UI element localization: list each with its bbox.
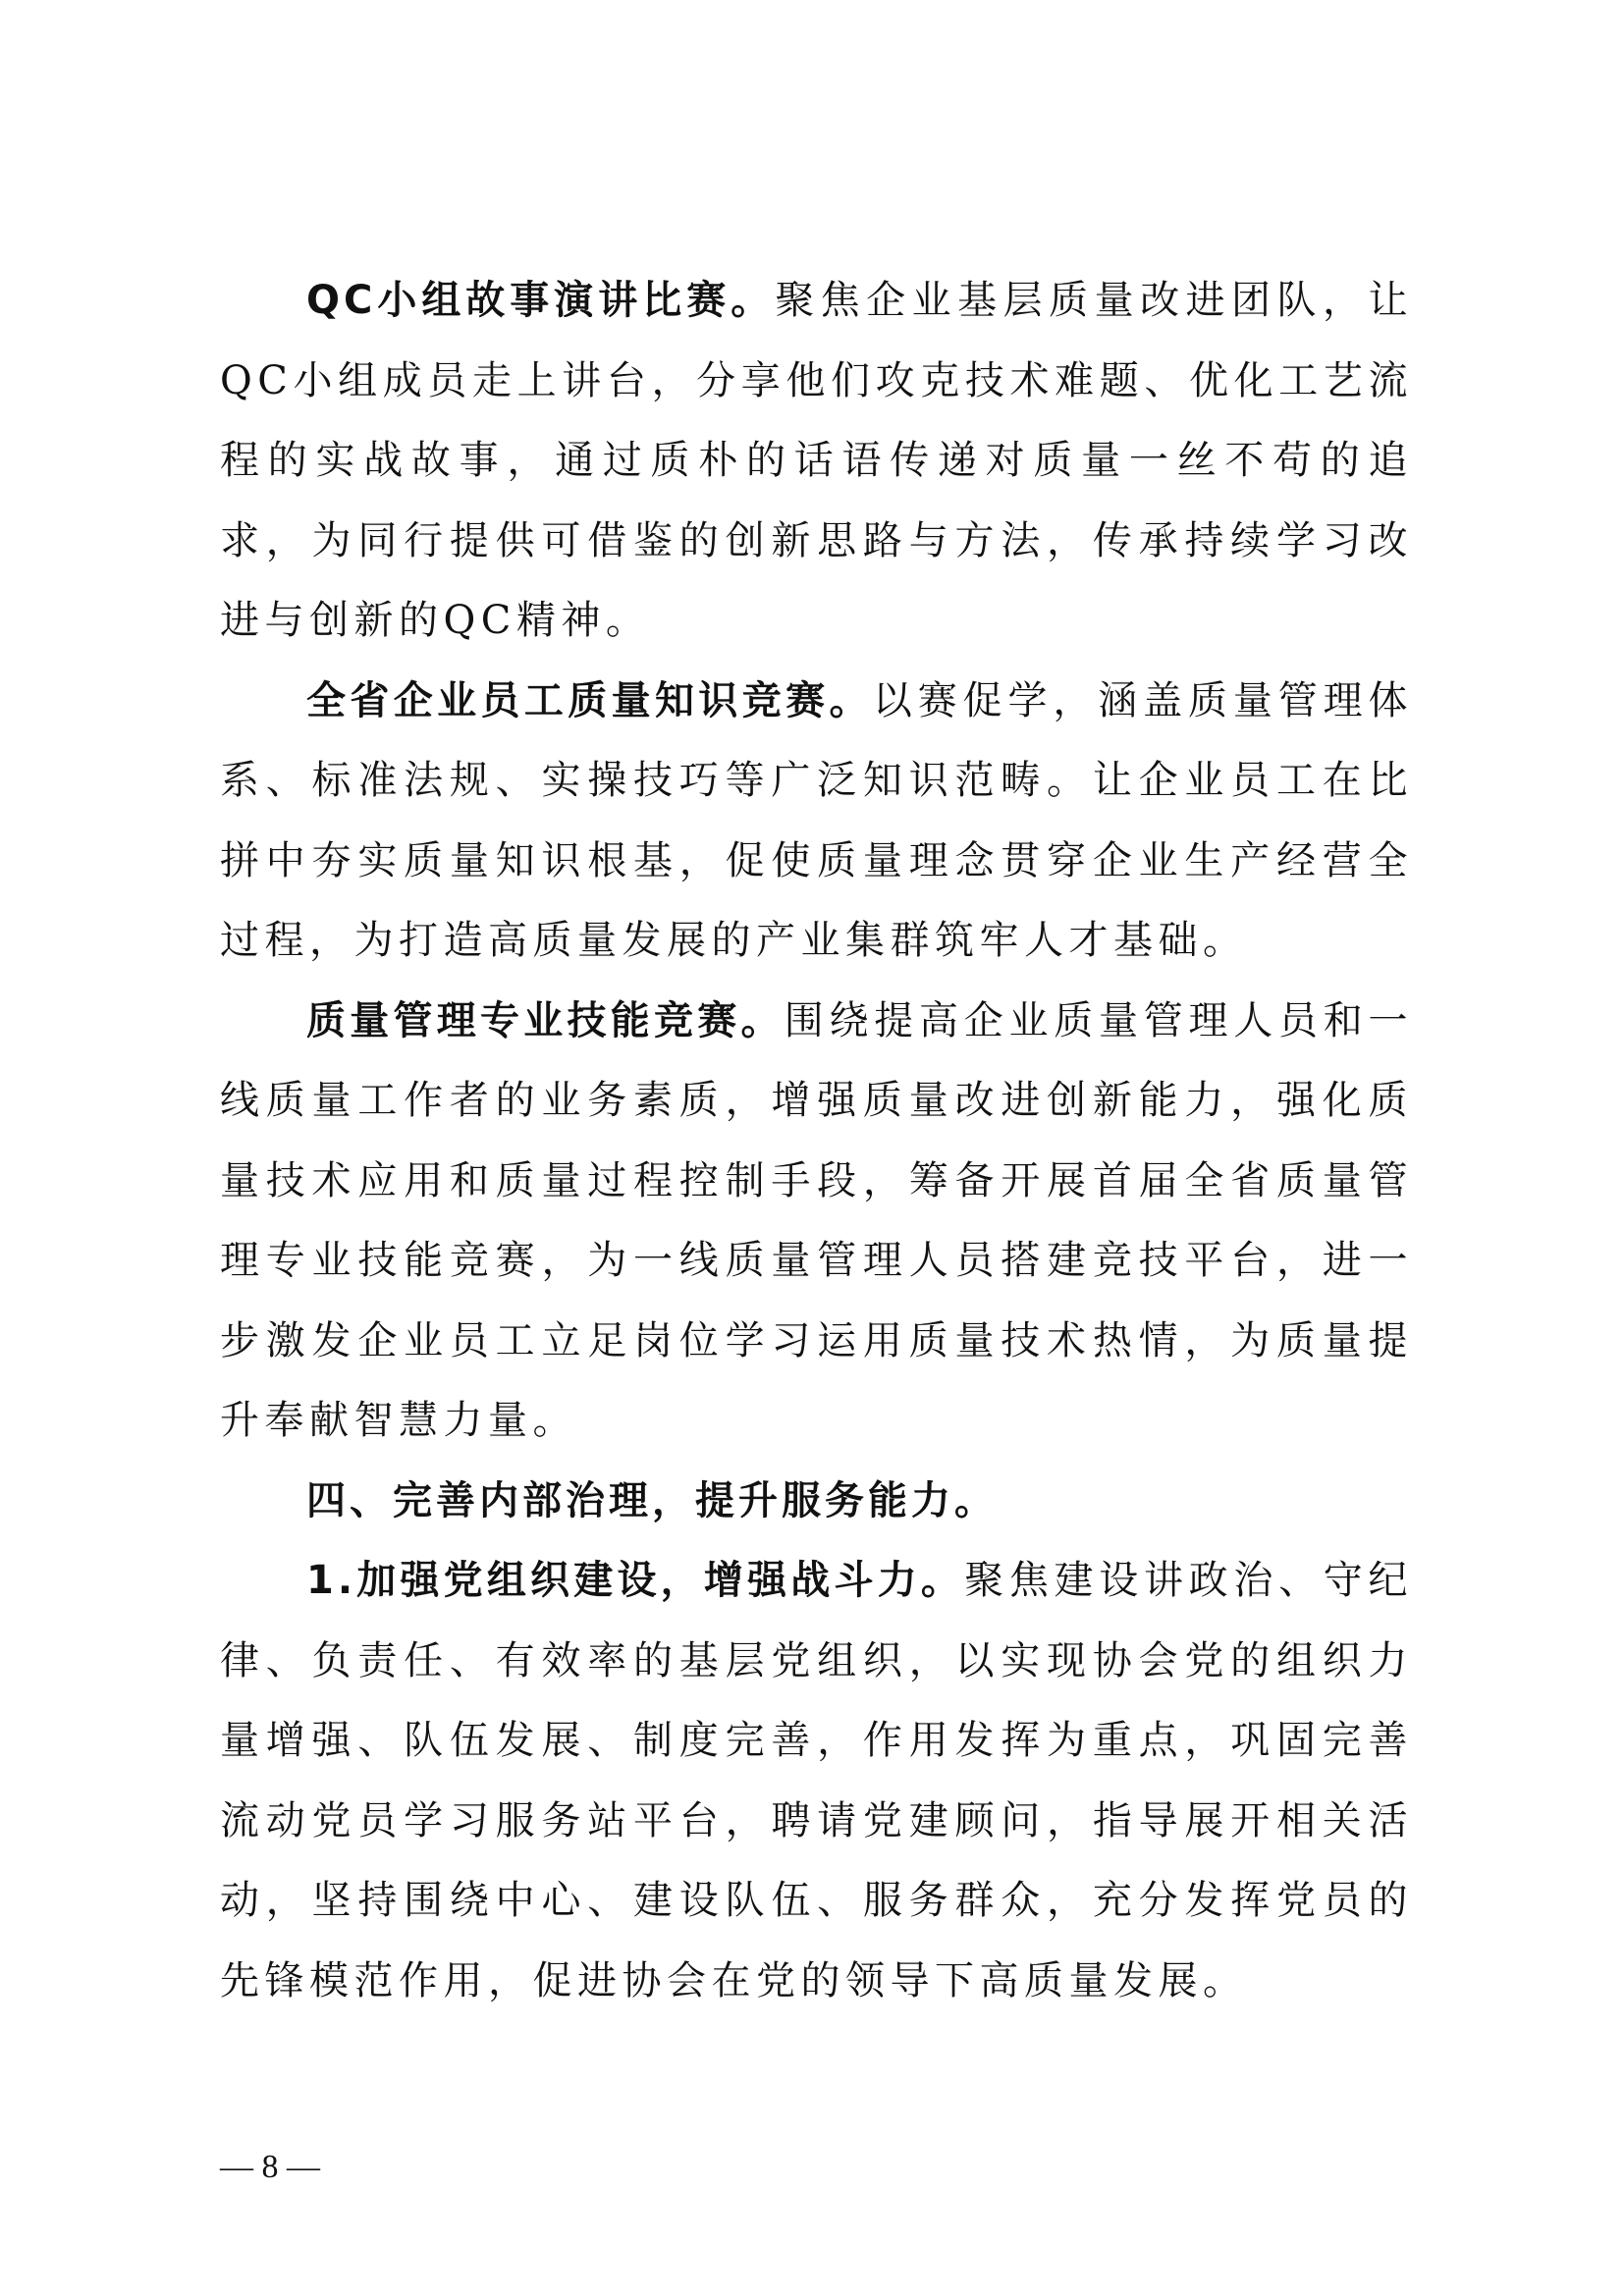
paragraph-quality-knowledge-contest [220, 662, 1413, 982]
paragraph-body: 以赛促学，涵盖质量管理体系、标准法规、实操技巧等广泛知识范畴。让企业员工在比拼中夯实质量知识根基，促使质量理念贯穿企业生产经营全过程，为打造高质量发展的产业集群筑牢人才基础。 [220, 677, 1413, 963]
section-heading: 四、完善内部治理，提升服务能力。 [306, 1477, 998, 1523]
paragraph-heading: 质量管理专业技能竞赛。 [306, 997, 785, 1043]
page-number: — 8 — [220, 2149, 320, 2185]
paragraph-qc-speech-contest [220, 261, 1413, 662]
subsection-heading: 1.加强党组织建设，增强战斗力。 [306, 1558, 965, 1603]
paragraph-quality-skills-contest [220, 982, 1413, 1462]
paragraph-heading: QC小组故事演讲比赛。 [306, 278, 776, 323]
document-body [220, 261, 1413, 2021]
paragraph-body: 围绕提高企业质量管理人员和一线质量工作者的业务素质，增强质量改进创新能力，强化质量技术应用和质量过程控制手段，筹备开展首届全省质量管理专业技能竞赛，为一线质量管理人员搭建竞技平台，进一步激发企业员工立足岗位学习运用质量技术热情，为质量提升奉献智慧力量。 [220, 997, 1413, 1443]
paragraph-party-building [220, 1541, 1413, 2021]
subsection-body: 聚焦建设讲政治、守纪律、负责任、有效率的基层党组织，以实现协会党的组织力量增强、队伍发展、制度完善，作用发挥为重点，巩固完善流动党员学习服务站平台，聘请党建顾问，指导展开相关活动，坚持围绕中心、建设队伍、服务群众，充分发挥党员的先锋模范作用，促进协会在党的领导下高质量发展。 [220, 1558, 1414, 2003]
paragraph-heading: 全省企业员工质量知识竞赛。 [306, 677, 873, 723]
paragraph-body: 聚焦企业基层质量改进团队，让QC小组成员走上讲台，分享他们攻克技术难题、优化工艺流程的实战故事，通过质朴的话语传递对质量一丝不苟的追求，为同行提供可借鉴的创新思路与方法，传承持续学习改进与创新的QC精神。 [220, 278, 1413, 643]
